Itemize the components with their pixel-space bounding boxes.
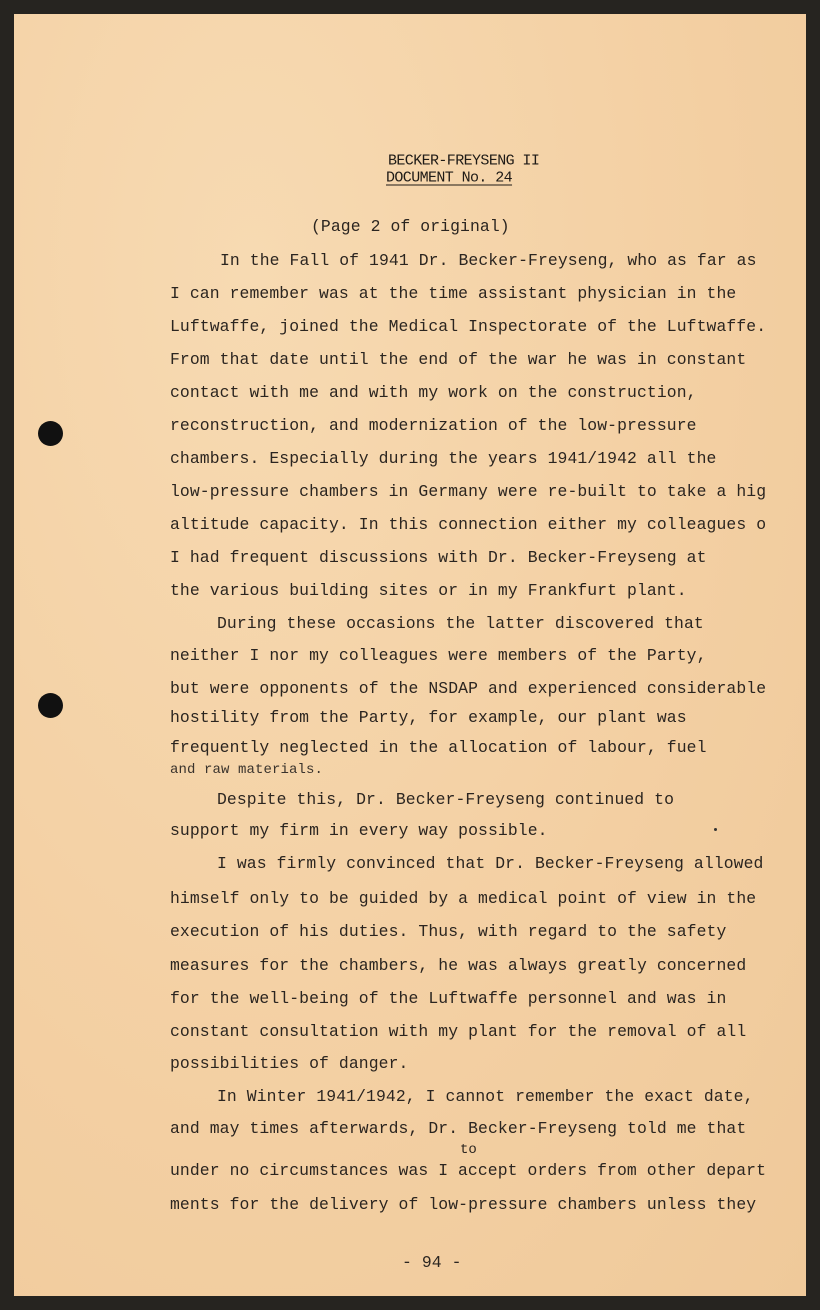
text-line: I can remember was at the time assistant physician in the [170,283,737,303]
text-line: under no circumstances was I [170,1160,449,1180]
text-line: neither I nor my colleagues were members of the Party, [170,645,707,665]
text-line: reconstruction, and modernization of the low-pressure [170,415,697,435]
text-line: himself only to be guided by a medical point of view in the [170,888,757,908]
text-line: frequently neglected in the allocation of labour, fuel [170,737,707,757]
text-line: From that date until the end of the war he was in constant [170,349,747,369]
text-line: In the Fall of 1941 Dr. Becker-Freyseng, who as far as [220,250,757,270]
text-line: execution of his duties. Thus, with regard to the safety [170,921,727,941]
text-line: During these occasions the latter discovered that [217,613,704,633]
text-line: altitude capacity. In this connection either my colleagues o [170,514,767,534]
text-line: measures for the chambers, he was always greatly concerned [170,955,747,975]
punch-hole [38,693,63,718]
page-subtitle: (Page 2 of original) [311,216,510,236]
text-line: contact with me and with my work on the construction, [170,382,697,402]
text-line: In Winter 1941/1942, I cannot remember the exact date, [217,1086,754,1106]
text-line: and may times afterwards, Dr. Becker-Freyseng told me that [170,1118,747,1138]
page-number: - 94 - [402,1252,462,1272]
text-line: possibilities of danger. [170,1053,409,1073]
punch-hole [38,421,63,446]
text-line: Luftwaffe, joined the Medical Inspectorate of the Luftwaffe. [170,316,767,336]
text-line: for the well-being of the Luftwaffe personnel and was in [170,988,727,1008]
inserted-word: to [460,1142,477,1158]
text-line: hostility from the Party, for example, our plant was [170,707,687,727]
text-line: constant consultation with my plant for the removal of all [170,1021,747,1041]
text-line: ments for the delivery of low-pressure chambers unless they [170,1194,757,1214]
document-header-number: DOCUMENT No. 24 [386,169,513,187]
text-line: chambers. Especially during the years 1941/1942 all the [170,448,717,468]
text-line: accept orders from other depart [458,1160,767,1180]
text-line: Despite this, Dr. Becker-Freyseng continued to [217,789,675,809]
text-line: the various building sites or in my Frankfurt plant. [170,580,687,600]
text-line: but were opponents of the NSDAP and experienced considerable [170,678,767,698]
text-line-overtyped: and raw materials. [170,762,324,778]
text-line: low-pressure chambers in Germany were re-built to take a hig [170,481,767,501]
ink-speck [714,828,717,831]
text-line: support my firm in every way possible. [170,820,548,840]
text-line: I had frequent discussions with Dr. Becker-Freyseng at [170,547,707,567]
text-line: I was firmly convinced that Dr. Becker-Freyseng allowed [217,853,764,873]
document-header-title: BECKER-FREYSENG II [388,152,540,170]
